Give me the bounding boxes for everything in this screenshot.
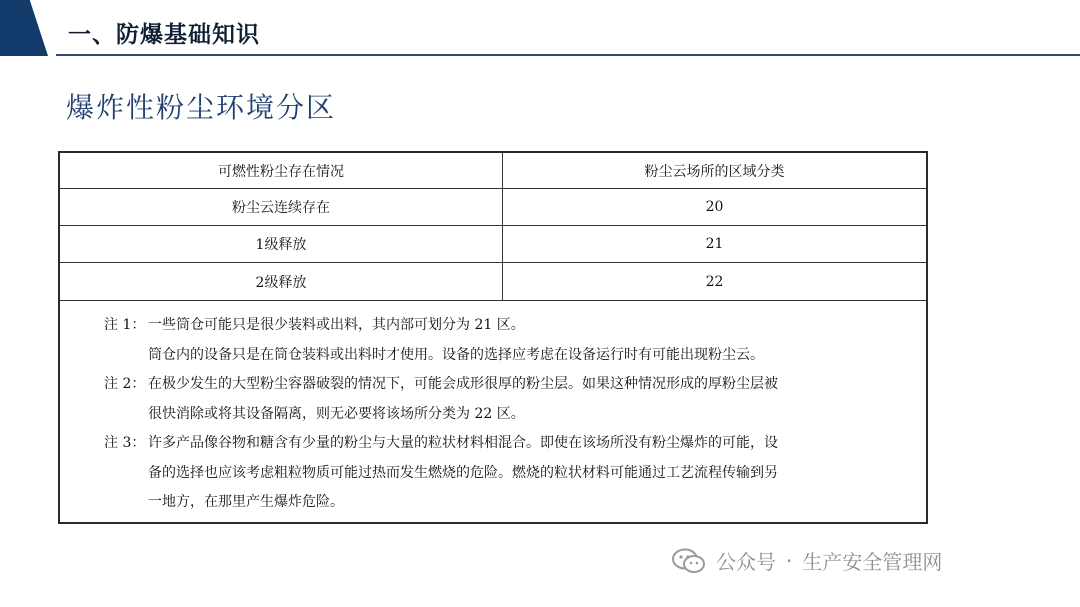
note-line: 在极少发生的大型粉尘容器破裂的情况下，可能会成形很厚的粉尘层。如果这种情况形成的厚粉尘层被 [148,376,778,392]
note-tag: 注 3： [104,435,146,451]
table-notes [104,311,906,518]
note-tag: 注 1： [104,317,146,333]
note-2 [104,370,906,429]
note-tag: 注 2： [104,376,146,392]
watermark [672,546,942,575]
watermark-account-name: 生产安全管理网 [802,550,943,574]
table-header-row [60,153,926,189]
table-cell: 1级释放 [60,226,503,262]
note-line: 许多产品像谷物和糖含有少量的粉尘与大量的粒状材料相混合。即使在该场所没有粉尘爆炸的可能，设 [148,435,778,451]
table-row [60,263,926,301]
page-subtitle: 爆炸性粉尘环境分区 [66,91,337,124]
table-header-cell: 粉尘云场所的区域分类 [644,163,785,180]
table-cell: 22 [705,273,724,290]
table-cell: 粉尘云连续存在 [60,189,503,225]
section-title: 一、防爆基础知识 [68,22,260,48]
table-row [60,189,926,226]
table-header-cell: 可燃性粉尘存在情况 [60,153,503,188]
note-line: 一地方，在那里产生爆炸危险。 [148,494,344,510]
note-line: 备的选择也应该考虑粗粒物质可能过热而发生燃烧的危险。燃烧的粒状材料可能通过工艺流程传输到另 [148,464,778,481]
table-cell: 2级释放 [60,263,503,300]
header-divider [56,54,1080,56]
note-line: 一些筒仓可能只是很少装料或出料，其内部可划分为 21 区。 [148,317,525,333]
header-accent-tab [0,0,48,56]
table-row [60,226,926,263]
watermark-account-label: 公众号 [716,550,776,574]
watermark-separator: · [786,548,793,573]
wechat-icon [672,548,706,574]
table-cell: 20 [705,199,724,215]
note-1 [104,311,906,370]
zone-classification-table [58,151,928,524]
note-3 [104,429,906,518]
note-line: 筒仓内的设备只是在筒仓装料或出料时才使用。设备的选择应考虑在设备运行时有可能出现粉尘云。 [148,346,764,363]
table-cell: 21 [705,236,724,252]
note-line: 很快消除或将其设备隔离，则无必要将该场所分类为 22 区。 [148,405,525,422]
